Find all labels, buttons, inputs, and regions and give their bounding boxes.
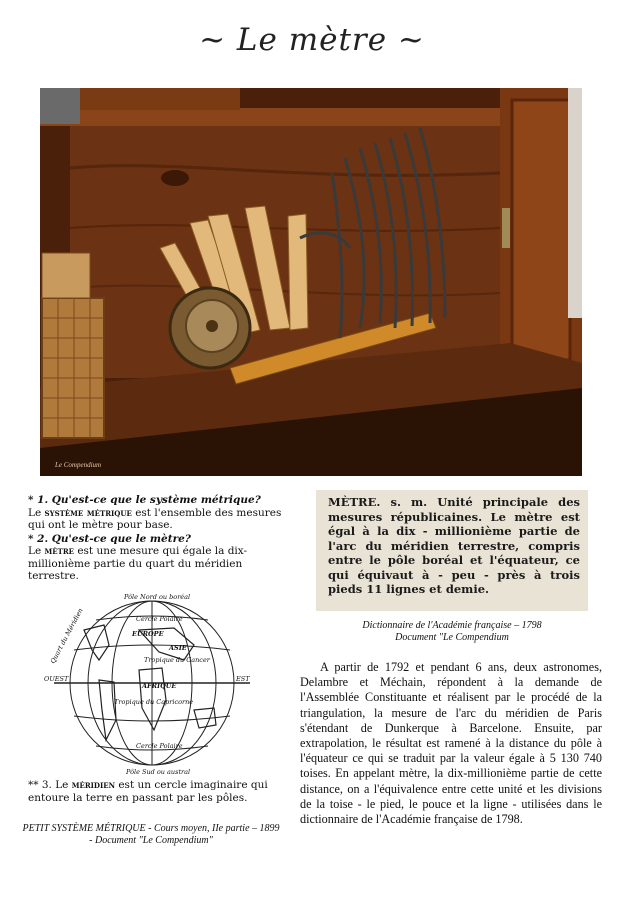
caption-right [316,620,588,644]
photo-credit: Le Compendium [55,461,102,469]
page-title: ~ Le mètre ~ [199,22,425,58]
globe-cancer-label: Tropique du Cancer [144,656,210,664]
question-1: * 1. Qu'est-ce que le système métrique? [28,494,261,506]
answer-2-rest: est une mesure qui égale la dix-millionième partie du quart du méridien terrestre. [28,545,248,582]
globe-capricorn-label: Tropique du Capricorne [114,698,194,706]
footnote-meridien [28,779,292,804]
dictionary-text: s. m. Unité principale des mesures républicaines. Le mètre est égal à la dix - millionième partie de l'arc du méridien terrestre, compris entre le pôle boréal et l'équateur, ce qui équivaut à - peu - près à trois pieds 11 lignes et demie. [328,495,580,596]
globe-arctic-label: Cercle Polaire [136,615,183,623]
answer-1-term: système métrique [44,506,132,519]
dictionary-excerpt [316,490,588,611]
globe-svg [44,590,260,776]
globe-east-label: EST [236,675,250,683]
answer-2-term: mètre [44,545,74,557]
answer-1-prefix: Le [28,506,42,519]
history-paragraph: A partir de 1792 et pendant 6 ans, deux astronomes, Delambre et Méchain, répondent à la demande de l'Assemblée Constituante et réalisent par le procédé de la triangulation, la mesure de l'arc du méridien de Paris s'étendant de Dunkerque à Barcelone. Ensuite, par extrapolation, le résultat est ramené à la distance du pôle à l'équateur ce qui se traduit par la valeur égale à 5 130 740 toises. En appelant mètre, la dix-millionième partie de cette distance, on a l'équivalence entre cette unité et les divisions de la toise - le pied, le pouce et la ligne - utilisées dans le dictionnaire de l'Académie française de 1798. [300,660,602,827]
dictionary-term: MÈTRE. [328,495,381,509]
answer-1-rest: est l'ensemble des mesures qui ont le mètre pour base. [28,506,282,531]
globe-asia-label: ASIE [169,644,187,652]
caption-right-line2: Document "Le Compendium [395,632,509,643]
catechism-text [28,494,292,584]
globe-west-label: OUEST [44,675,69,683]
footnote-rest: est un cercle imaginaire qui entoure la terre en passant par les pôles. [28,779,268,804]
globe-europe-label: EUROPE [132,630,164,638]
answer-2-prefix: Le [28,545,42,557]
footnote-prefix: ** 3. Le [28,779,69,791]
cabinet-illustration [40,88,582,476]
caption-left-line2: - Document "Le Compendium" [89,835,213,846]
footnote-term: méridien [71,779,115,791]
answer-2 [28,545,292,583]
globe-africa-label: AFRIQUE [142,682,177,690]
globe-quarter-label: Quart du Méridien [48,606,85,665]
globe-diagram [44,590,260,776]
globe-antarctic-label: Cercle Polaire [136,742,183,750]
caption-right-line1: Dictionnaire de l'Académie française – 1798 [362,620,542,631]
cabinet-photo [40,88,582,476]
globe-north-label: Pôle Nord ou boréal [124,593,191,601]
caption-left-line1: PETIT SYSTÈME MÉTRIQUE - Cours moyen, IIe partie – 1899 [22,823,280,834]
caption-left [10,823,292,847]
answer-1 [28,507,292,532]
globe-south-label: Pôle Sud ou austral [126,768,191,776]
question-2: * 2. Qu'est-ce que le mètre? [28,532,191,545]
